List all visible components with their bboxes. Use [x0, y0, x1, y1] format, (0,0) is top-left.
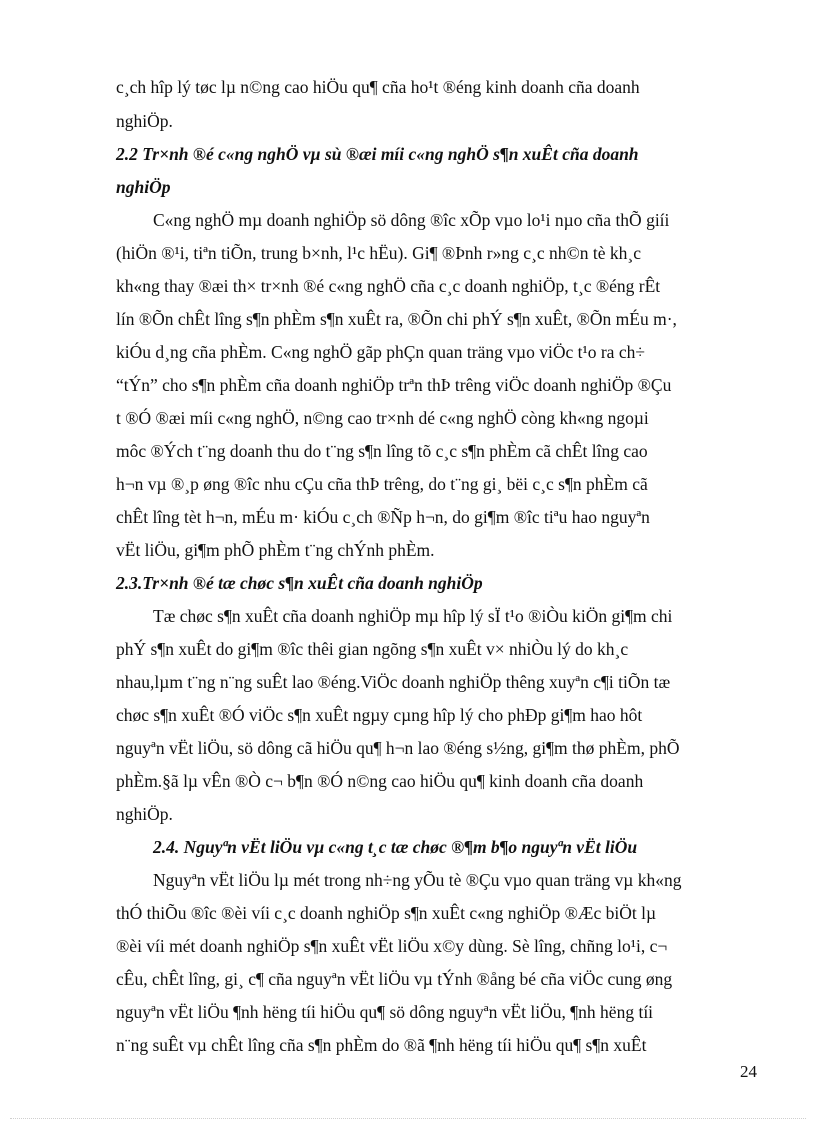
text-line: nghiÖp.	[116, 111, 173, 131]
text-line: nguyªn vËt liÖu, sö dông cã hiÖu qu¶ h¬n lao ®éng s½ng, gi¶m thø phÈm, phÕ	[116, 738, 680, 758]
text-line: c¸ch hîp lý tøc lµ n©ng cao hiÖu qu¶ cña ho¹t ®éng kinh doanh cña doanh	[116, 77, 640, 97]
text-line: ®èi víi mét doanh nghiÖp s¶n xuÊt vËt liÖu x©y dùng. Sè lîng, chñng lo¹i, c¬	[116, 936, 668, 956]
section-heading-2-2-cont: nghiÖp	[116, 177, 171, 197]
text-line: cÊu, chÊt lîng, gi¸ c¶ cña nguyªn vËt liÖu vµ tÝnh ®ång bé cña viÖc cung øng	[116, 969, 673, 989]
section-heading-2-3: 2.3.Tr×nh ®é tæ chøc s¶n xuÊt cña doanh nghiÖp	[116, 573, 483, 593]
text-line: thÓ thiÕu ®îc ®èi víi c¸c doanh nghiÖp s¶n xuÊt c«ng nghiÖp ®Æc biÖt lµ	[116, 903, 657, 923]
text-line: C«ng nghÖ mµ doanh nghiÖp sö dông ®îc xÕp vµo lo¹i nµo cña thÕ giíi	[153, 210, 670, 230]
text-line: môc ®Ých t¨ng doanh thu do t¨ng s¶n lîng tõ c¸c s¶n phÈm cã chÊt lîng cao	[116, 441, 648, 461]
text-line: nhau,lµm t¨ng n¨ng suÊt lao ®éng.ViÖc doanh nghiÖp thêng xuyªn c¶i tiÕn tæ	[116, 672, 671, 692]
text-line: Nguyªn vËt liÖu lµ mét trong nh÷ng yÕu tè ®Çu vµo quan träng vµ kh«ng	[153, 870, 682, 890]
text-line: vËt liÖu, gi¶m phÕ phÈm t¨ng chÝnh phÈm.	[116, 540, 435, 560]
text-line: kh«ng thay ®æi th× tr×nh ®é c«ng nghÖ cña c¸c doanh nghiÖp, t¸c ®éng rÊt	[116, 276, 661, 296]
text-line: h¬n vµ ®¸p øng ®îc nhu cÇu cña thÞ trêng, do t¨ng gi¸ bëi c¸c s¶n phÈm cã	[116, 474, 648, 494]
page-number: 24	[740, 1062, 757, 1081]
text-line: chøc s¶n xuÊt ®Ó viÖc s¶n xuÊt ngµy cµng hîp lý cho phÐp gi¶m hao hôt	[116, 705, 643, 725]
text-line: kiÓu d¸ng cña phÈm. C«ng nghÖ gãp phÇn quan träng vµo viÖc t¹o ra ch÷	[116, 342, 645, 362]
text-line: chÊt lîng tèt h¬n, mÉu m· kiÓu c¸ch ®Ñp h¬n, do gi¶m ®îc tiªu hao nguyªn	[116, 507, 650, 527]
page-bottom-divider	[10, 1118, 806, 1119]
text-line: nguyªn vËt liÖu ¶nh hëng tíi hiÖu qu¶ sö dông nguyªn vËt liÖu, ¶nh hëng tíi	[116, 1002, 654, 1022]
text-line: t ®Ó ®æi míi c«ng nghÖ, n©ng cao tr×nh dé c«ng nghÖ còng kh«ng ngoµi	[116, 408, 649, 428]
section-heading-2-4: 2.4. Nguyªn vËt liÖu vµ c«ng t¸c tæ chøc ®¶m b¶o nguyªn vËt liÖu	[153, 837, 638, 857]
text-line: n¨ng suÊt vµ chÊt lîng cña s¶n phÈm do ®ã ¶nh hëng tíi hiÖu qu¶ s¶n xuÊt	[116, 1035, 647, 1055]
text-line: “tÝn” cho s¶n phÈm cña doanh nghiÖp trªn thÞ trêng viÖc doanh nghiÖp ®Çu	[116, 375, 672, 395]
text-line: Tæ chøc s¶n xuÊt cña doanh nghiÖp mµ hîp lý sÏ t¹o ®iÒu kiÖn gi¶m chi	[153, 606, 673, 626]
text-line: nghiÖp.	[116, 804, 173, 824]
text-line: lín ®Õn chÊt lîng s¶n phÈm s¶n xuÊt ra, ®Õn chi phÝ s¶n xuÊt, ®Õn mÉu m·,	[116, 309, 677, 329]
section-heading-2-2: 2.2 Tr×nh ®é c«ng nghÖ vµ sù ®æi míi c«ng nghÖ s¶n xuÊt cña doanh	[116, 144, 639, 164]
text-line: phÈm.§ã lµ vÊn ®Ò c¬ b¶n ®Ó n©ng cao hiÖu qu¶ kinh doanh cña doanh	[116, 771, 644, 791]
text-line: (hiÖn ®¹i, tiªn tiÕn, trung b×nh, l¹c hËu). Gi¶ ®Þnh r»ng c¸c nh©n tè kh¸c	[116, 243, 642, 263]
text-line: phÝ s¶n xuÊt do gi¶m ®îc thêi gian ngõng s¶n xuÊt v× nhiÒu lý do kh¸c	[116, 639, 629, 659]
